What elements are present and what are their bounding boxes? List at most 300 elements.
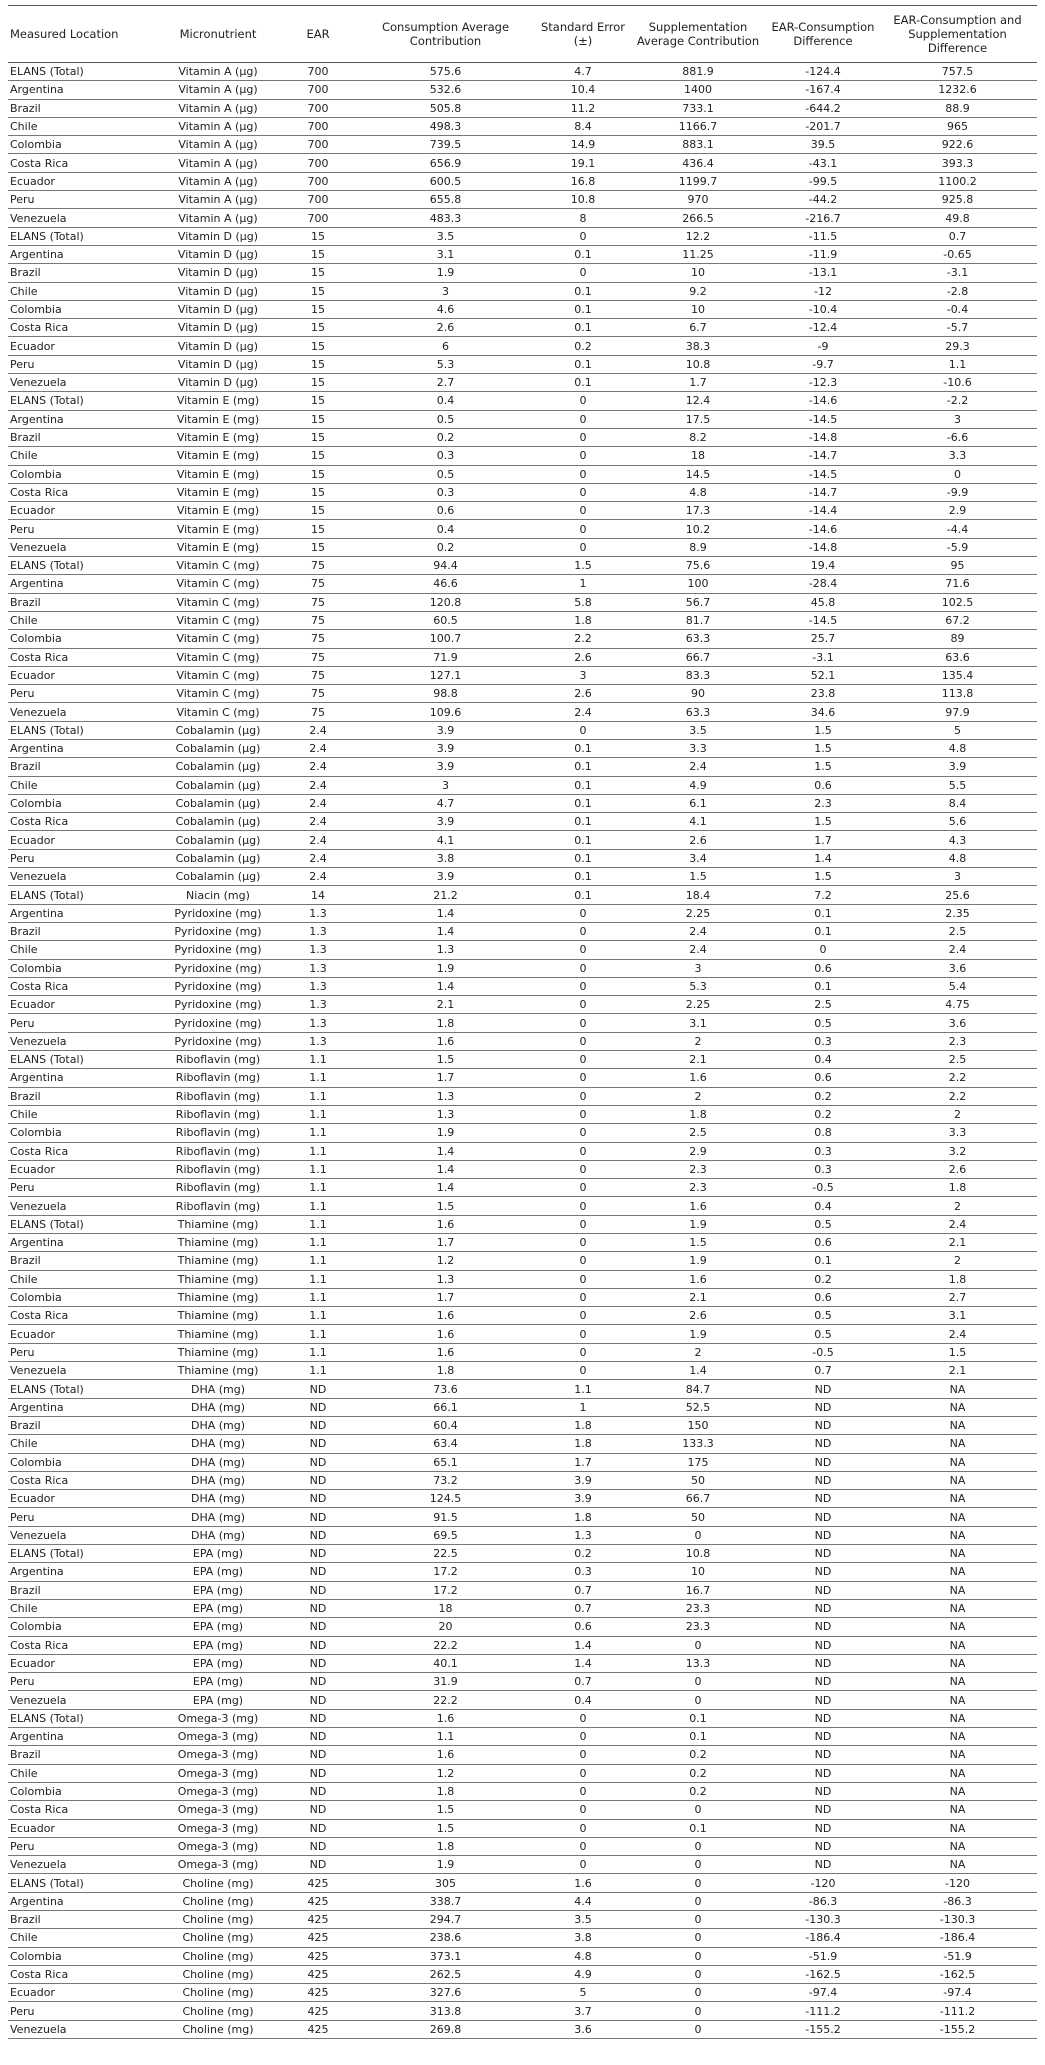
cell-consumption: 483.3 (353, 209, 538, 227)
cell-micronutrient: DHA (mg) (153, 1416, 283, 1434)
table-row (8, 1673, 1037, 1691)
cell-ear: 15 (283, 392, 353, 410)
cell-supplementation: 0 (628, 1856, 768, 1874)
cell-ear-total-diff: 71.6 (878, 575, 1037, 593)
header-ear-consumption-difference: EAR-Consumption Difference (768, 6, 878, 63)
cell-supplementation: 4.9 (628, 776, 768, 794)
cell-supplementation: 150 (628, 1416, 768, 1434)
cell-ear-consumption-diff: -216.7 (768, 209, 878, 227)
cell-location: ELANS (Total) (8, 557, 153, 575)
cell-micronutrient: Pyridoxine (mg) (153, 959, 283, 977)
cell-location: Peru (8, 520, 153, 538)
table-row (8, 1764, 1037, 1782)
cell-consumption: 4.6 (353, 300, 538, 318)
cell-micronutrient: Cobalamin (µg) (153, 868, 283, 886)
cell-consumption: 6 (353, 337, 538, 355)
cell-micronutrient: Vitamin C (mg) (153, 593, 283, 611)
cell-supplementation: 2.9 (628, 1142, 768, 1160)
cell-ear: ND (283, 1581, 353, 1599)
cell-consumption: 532.6 (353, 81, 538, 99)
cell-ear-consumption-diff: ND (768, 1856, 878, 1874)
cell-ear-consumption-diff: -13.1 (768, 264, 878, 282)
cell-ear-total-diff: NA (878, 1801, 1037, 1819)
cell-consumption: 0.4 (353, 520, 538, 538)
cell-ear-consumption-diff: -14.5 (768, 410, 878, 428)
cell-ear: ND (283, 1435, 353, 1453)
cell-ear-total-diff: 2.4 (878, 941, 1037, 959)
cell-ear: 425 (283, 1910, 353, 1928)
table-row (8, 1398, 1037, 1416)
cell-ear: 75 (283, 685, 353, 703)
cell-ear: 425 (283, 2002, 353, 2020)
cell-supplementation: 3.3 (628, 739, 768, 757)
cell-ear: 700 (283, 63, 353, 81)
cell-ear-total-diff: 29.3 (878, 337, 1037, 355)
cell-ear-consumption-diff: -14.6 (768, 392, 878, 410)
cell-ear: ND (283, 1837, 353, 1855)
cell-standard-error: 1.1 (538, 1380, 628, 1398)
cell-micronutrient: Omega-3 (mg) (153, 1819, 283, 1837)
cell-supplementation: 5.3 (628, 977, 768, 995)
cell-ear: 15 (283, 520, 353, 538)
cell-supplementation: 3.5 (628, 721, 768, 739)
cell-standard-error: 0.1 (538, 319, 628, 337)
cell-ear-consumption-diff: 1.5 (768, 758, 878, 776)
table-row (8, 1819, 1037, 1837)
cell-consumption: 3.5 (353, 227, 538, 245)
cell-consumption: 1.7 (353, 1069, 538, 1087)
cell-ear-total-diff: 965 (878, 117, 1037, 135)
cell-ear-total-diff: 3 (878, 410, 1037, 428)
cell-standard-error: 0 (538, 1764, 628, 1782)
cell-supplementation: 970 (628, 191, 768, 209)
cell-micronutrient: Riboflavin (mg) (153, 1051, 283, 1069)
table-row (8, 1014, 1037, 1032)
cell-micronutrient: Vitamin D (µg) (153, 374, 283, 392)
cell-consumption: 1.3 (353, 1270, 538, 1288)
cell-consumption: 2.6 (353, 319, 538, 337)
cell-consumption: 1.5 (353, 1051, 538, 1069)
cell-ear: 1.1 (283, 1051, 353, 1069)
table-row (8, 300, 1037, 318)
cell-micronutrient: Vitamin D (µg) (153, 300, 283, 318)
cell-standard-error: 0.4 (538, 1691, 628, 1709)
table-row (8, 81, 1037, 99)
cell-standard-error: 11.2 (538, 99, 628, 117)
cell-ear-consumption-diff: 0.4 (768, 1051, 878, 1069)
table-row (8, 1179, 1037, 1197)
cell-ear-total-diff: NA (878, 1563, 1037, 1581)
cell-ear-consumption-diff: 1.5 (768, 813, 878, 831)
cell-standard-error: 0 (538, 1819, 628, 1837)
cell-consumption: 1.6 (353, 1746, 538, 1764)
cell-standard-error: 5 (538, 1984, 628, 2002)
cell-consumption: 73.2 (353, 1471, 538, 1489)
table-row (8, 172, 1037, 190)
cell-ear-consumption-diff: 0.5 (768, 1307, 878, 1325)
cell-consumption: 313.8 (353, 2002, 538, 2020)
cell-ear-total-diff: -2.8 (878, 282, 1037, 300)
cell-ear-total-diff: 89 (878, 630, 1037, 648)
cell-micronutrient: Thiamine (mg) (153, 1343, 283, 1361)
cell-micronutrient: Omega-3 (mg) (153, 1782, 283, 1800)
cell-supplementation: 18.4 (628, 886, 768, 904)
cell-standard-error: 0.1 (538, 794, 628, 812)
cell-consumption: 1.3 (353, 1105, 538, 1123)
cell-micronutrient: Cobalamin (µg) (153, 831, 283, 849)
cell-ear: 2.4 (283, 831, 353, 849)
cell-consumption: 1.2 (353, 1252, 538, 1270)
cell-ear-total-diff: 757.5 (878, 63, 1037, 81)
header-standard-error: Standard Error (±) (538, 6, 628, 63)
cell-ear-total-diff: -97.4 (878, 1984, 1037, 2002)
cell-ear-total-diff: NA (878, 1819, 1037, 1837)
cell-ear: 2.4 (283, 739, 353, 757)
cell-standard-error: 4.9 (538, 1965, 628, 1983)
cell-consumption: 100.7 (353, 630, 538, 648)
cell-supplementation: 0 (628, 1910, 768, 1928)
cell-micronutrient: Vitamin E (mg) (153, 428, 283, 446)
cell-consumption: 1.6 (353, 1032, 538, 1050)
cell-micronutrient: Vitamin C (mg) (153, 630, 283, 648)
cell-ear-total-diff: 2.2 (878, 1087, 1037, 1105)
cell-consumption: 0.5 (353, 465, 538, 483)
cell-ear-total-diff: NA (878, 1526, 1037, 1544)
cell-ear: 75 (283, 703, 353, 721)
cell-standard-error: 0 (538, 1837, 628, 1855)
table-row (8, 1288, 1037, 1306)
cell-ear-total-diff: -120 (878, 1874, 1037, 1892)
cell-supplementation: 0.2 (628, 1746, 768, 1764)
cell-standard-error: 0 (538, 1728, 628, 1746)
cell-micronutrient: Cobalamin (µg) (153, 849, 283, 867)
table-row (8, 99, 1037, 117)
cell-location: Colombia (8, 1453, 153, 1471)
cell-ear-consumption-diff: ND (768, 1398, 878, 1416)
cell-micronutrient: DHA (mg) (153, 1526, 283, 1544)
cell-ear-total-diff: 3.1 (878, 1307, 1037, 1325)
cell-location: Venezuela (8, 1362, 153, 1380)
table-row (8, 428, 1037, 446)
cell-standard-error: 0.1 (538, 849, 628, 867)
cell-supplementation: 0 (628, 2002, 768, 2020)
cell-supplementation: 2.3 (628, 1160, 768, 1178)
cell-standard-error: 0 (538, 1051, 628, 1069)
table-row (8, 1142, 1037, 1160)
table-row (8, 1782, 1037, 1800)
table-row (8, 922, 1037, 940)
cell-ear-total-diff: 3.6 (878, 1014, 1037, 1032)
cell-ear-consumption-diff: 0.5 (768, 1215, 878, 1233)
table-row (8, 1416, 1037, 1434)
table-row (8, 1234, 1037, 1252)
cell-supplementation: 1.9 (628, 1215, 768, 1233)
cell-standard-error: 1.5 (538, 557, 628, 575)
table-row (8, 630, 1037, 648)
cell-ear-consumption-diff: -14.4 (768, 502, 878, 520)
cell-ear-total-diff: 5 (878, 721, 1037, 739)
cell-supplementation: 1.7 (628, 374, 768, 392)
cell-location: Argentina (8, 245, 153, 263)
cell-location: Colombia (8, 1618, 153, 1636)
table-row (8, 575, 1037, 593)
cell-ear-consumption-diff: -14.7 (768, 447, 878, 465)
table-row (8, 1892, 1037, 1910)
cell-location: Colombia (8, 136, 153, 154)
cell-consumption: 46.6 (353, 575, 538, 593)
cell-consumption: 600.5 (353, 172, 538, 190)
cell-location: Costa Rica (8, 1307, 153, 1325)
cell-standard-error: 0 (538, 1087, 628, 1105)
cell-location: Costa Rica (8, 977, 153, 995)
cell-ear-consumption-diff: -167.4 (768, 81, 878, 99)
cell-ear-consumption-diff: -28.4 (768, 575, 878, 593)
cell-ear-total-diff: 3 (878, 868, 1037, 886)
cell-micronutrient: Vitamin E (mg) (153, 410, 283, 428)
cell-micronutrient: Omega-3 (mg) (153, 1837, 283, 1855)
cell-location: Venezuela (8, 538, 153, 556)
table-row (8, 209, 1037, 227)
cell-consumption: 66.1 (353, 1398, 538, 1416)
cell-supplementation: 84.7 (628, 1380, 768, 1398)
cell-consumption: 1.6 (353, 1343, 538, 1361)
cell-micronutrient: Cobalamin (µg) (153, 758, 283, 776)
cell-location: Costa Rica (8, 319, 153, 337)
cell-ear-total-diff: -4.4 (878, 520, 1037, 538)
cell-consumption: 269.8 (353, 2020, 538, 2038)
cell-consumption: 60.4 (353, 1416, 538, 1434)
cell-micronutrient: Riboflavin (mg) (153, 1179, 283, 1197)
cell-ear-consumption-diff: -97.4 (768, 1984, 878, 2002)
cell-micronutrient: Cobalamin (µg) (153, 794, 283, 812)
cell-supplementation: 2.3 (628, 1179, 768, 1197)
cell-ear: 1.1 (283, 1343, 353, 1361)
cell-ear-consumption-diff: ND (768, 1545, 878, 1563)
cell-supplementation: 0 (628, 1801, 768, 1819)
cell-standard-error: 0.1 (538, 300, 628, 318)
cell-ear: 2.4 (283, 813, 353, 831)
cell-supplementation: 2.5 (628, 1124, 768, 1142)
cell-ear-consumption-diff: 0.1 (768, 922, 878, 940)
cell-location: Chile (8, 1764, 153, 1782)
cell-ear: ND (283, 1673, 353, 1691)
cell-ear-total-diff: 1.8 (878, 1270, 1037, 1288)
cell-ear-consumption-diff: 0.3 (768, 1160, 878, 1178)
cell-ear-total-diff: 2.7 (878, 1288, 1037, 1306)
cell-consumption: 1.6 (353, 1325, 538, 1343)
cell-ear: 15 (283, 502, 353, 520)
cell-ear-total-diff: -155.2 (878, 2020, 1037, 2038)
table-row (8, 1343, 1037, 1361)
cell-micronutrient: Vitamin A (µg) (153, 209, 283, 227)
cell-location: Chile (8, 447, 153, 465)
cell-supplementation: 12.4 (628, 392, 768, 410)
cell-consumption: 22.5 (353, 1545, 538, 1563)
cell-micronutrient: Thiamine (mg) (153, 1270, 283, 1288)
cell-supplementation: 0 (628, 1984, 768, 2002)
cell-supplementation: 50 (628, 1471, 768, 1489)
cell-location: Venezuela (8, 868, 153, 886)
table-row (8, 1105, 1037, 1123)
cell-micronutrient: DHA (mg) (153, 1490, 283, 1508)
cell-ear-total-diff: NA (878, 1618, 1037, 1636)
cell-location: Argentina (8, 1069, 153, 1087)
cell-location: Colombia (8, 630, 153, 648)
cell-consumption: 98.8 (353, 685, 538, 703)
table-row (8, 1984, 1037, 2002)
cell-location: Chile (8, 282, 153, 300)
cell-ear: ND (283, 1636, 353, 1654)
cell-ear: 425 (283, 2020, 353, 2038)
cell-ear-consumption-diff: -644.2 (768, 99, 878, 117)
cell-ear: 1.3 (283, 904, 353, 922)
cell-micronutrient: Thiamine (mg) (153, 1307, 283, 1325)
table-row (8, 611, 1037, 629)
table-row (8, 136, 1037, 154)
cell-location: Ecuador (8, 502, 153, 520)
cell-ear: ND (283, 1782, 353, 1800)
cell-ear-total-diff: 135.4 (878, 666, 1037, 684)
cell-supplementation: 1.9 (628, 1325, 768, 1343)
cell-ear: 1.1 (283, 1288, 353, 1306)
table-row (8, 447, 1037, 465)
cell-ear: 1.1 (283, 1362, 353, 1380)
cell-ear-total-diff: -6.6 (878, 428, 1037, 446)
cell-location: Chile (8, 1270, 153, 1288)
cell-ear-consumption-diff: -14.5 (768, 611, 878, 629)
cell-location: Brazil (8, 922, 153, 940)
cell-supplementation: 2.6 (628, 831, 768, 849)
table-row (8, 1508, 1037, 1526)
cell-supplementation: 0 (628, 2020, 768, 2038)
cell-ear-total-diff: NA (878, 1746, 1037, 1764)
cell-location: Costa Rica (8, 648, 153, 666)
cell-ear: ND (283, 1691, 353, 1709)
cell-standard-error: 0 (538, 1856, 628, 1874)
cell-location: Colombia (8, 465, 153, 483)
cell-supplementation: 0 (628, 1929, 768, 1947)
cell-location: Costa Rica (8, 1965, 153, 1983)
cell-standard-error: 0.1 (538, 245, 628, 263)
cell-standard-error: 0.1 (538, 813, 628, 831)
cell-location: Ecuador (8, 1984, 153, 2002)
table-row (8, 374, 1037, 392)
cell-ear-consumption-diff: ND (768, 1618, 878, 1636)
cell-ear: 1.3 (283, 996, 353, 1014)
cell-supplementation: 1.4 (628, 1362, 768, 1380)
cell-supplementation: 2.6 (628, 1307, 768, 1325)
cell-ear-total-diff: -86.3 (878, 1892, 1037, 1910)
cell-ear: 15 (283, 227, 353, 245)
cell-standard-error: 2.6 (538, 685, 628, 703)
table-row (8, 721, 1037, 739)
cell-ear-consumption-diff: -124.4 (768, 63, 878, 81)
cell-ear-consumption-diff: ND (768, 1782, 878, 1800)
cell-micronutrient: Vitamin E (mg) (153, 447, 283, 465)
cell-consumption: 1.8 (353, 1782, 538, 1800)
table-row (8, 977, 1037, 995)
table-row (8, 355, 1037, 373)
cell-ear-total-diff: 925.8 (878, 191, 1037, 209)
cell-consumption: 63.4 (353, 1435, 538, 1453)
cell-ear-total-diff: 0 (878, 465, 1037, 483)
table-row (8, 1160, 1037, 1178)
cell-ear: ND (283, 1856, 353, 1874)
cell-supplementation: 23.3 (628, 1599, 768, 1617)
header-micronutrient: Micronutrient (153, 6, 283, 63)
cell-ear: 700 (283, 117, 353, 135)
cell-ear-consumption-diff: 1.5 (768, 721, 878, 739)
cell-location: Venezuela (8, 1032, 153, 1050)
cell-ear-total-diff: -5.7 (878, 319, 1037, 337)
cell-consumption: 505.8 (353, 99, 538, 117)
cell-micronutrient: EPA (mg) (153, 1581, 283, 1599)
cell-ear-total-diff: 8.4 (878, 794, 1037, 812)
cell-ear-total-diff: 2 (878, 1197, 1037, 1215)
cell-standard-error: 3.7 (538, 2002, 628, 2020)
cell-standard-error: 4.7 (538, 63, 628, 81)
cell-supplementation: 6.7 (628, 319, 768, 337)
cell-ear: 2.4 (283, 776, 353, 794)
cell-ear-consumption-diff: -0.5 (768, 1179, 878, 1197)
cell-ear-consumption-diff: ND (768, 1654, 878, 1672)
cell-consumption: 1.3 (353, 1087, 538, 1105)
cell-location: ELANS (Total) (8, 1545, 153, 1563)
cell-location: Peru (8, 355, 153, 373)
cell-supplementation: 8.2 (628, 428, 768, 446)
cell-ear: 15 (283, 319, 353, 337)
cell-ear-total-diff: NA (878, 1380, 1037, 1398)
cell-micronutrient: Niacin (mg) (153, 886, 283, 904)
cell-ear-total-diff: 3.6 (878, 959, 1037, 977)
cell-ear-consumption-diff: -111.2 (768, 2002, 878, 2020)
cell-standard-error: 0 (538, 1142, 628, 1160)
cell-consumption: 0.4 (353, 392, 538, 410)
cell-micronutrient: Cobalamin (µg) (153, 776, 283, 794)
table-row (8, 1270, 1037, 1288)
cell-micronutrient: Riboflavin (mg) (153, 1197, 283, 1215)
cell-micronutrient: Pyridoxine (mg) (153, 1014, 283, 1032)
cell-consumption: 1.4 (353, 922, 538, 940)
cell-ear: 700 (283, 81, 353, 99)
cell-standard-error: 0.7 (538, 1581, 628, 1599)
cell-consumption: 73.6 (353, 1380, 538, 1398)
cell-ear-consumption-diff: -51.9 (768, 1947, 878, 1965)
table-row (8, 63, 1037, 81)
cell-consumption: 1.9 (353, 959, 538, 977)
table-row (8, 1874, 1037, 1892)
table-header (8, 6, 1037, 63)
table-row (8, 904, 1037, 922)
cell-standard-error: 0.1 (538, 831, 628, 849)
cell-ear-total-diff: NA (878, 1856, 1037, 1874)
table-row (8, 392, 1037, 410)
cell-supplementation: 1199.7 (628, 172, 768, 190)
table-row (8, 758, 1037, 776)
table-body (8, 63, 1037, 2039)
cell-consumption: 2.1 (353, 996, 538, 1014)
cell-location: Ecuador (8, 1160, 153, 1178)
cell-location: Argentina (8, 739, 153, 757)
cell-supplementation: 266.5 (628, 209, 768, 227)
cell-supplementation: 18 (628, 447, 768, 465)
cell-standard-error: 16.8 (538, 172, 628, 190)
cell-ear-total-diff: 1232.6 (878, 81, 1037, 99)
cell-supplementation: 12.2 (628, 227, 768, 245)
cell-micronutrient: Omega-3 (mg) (153, 1856, 283, 1874)
table-row (8, 117, 1037, 135)
cell-ear: 425 (283, 1874, 353, 1892)
